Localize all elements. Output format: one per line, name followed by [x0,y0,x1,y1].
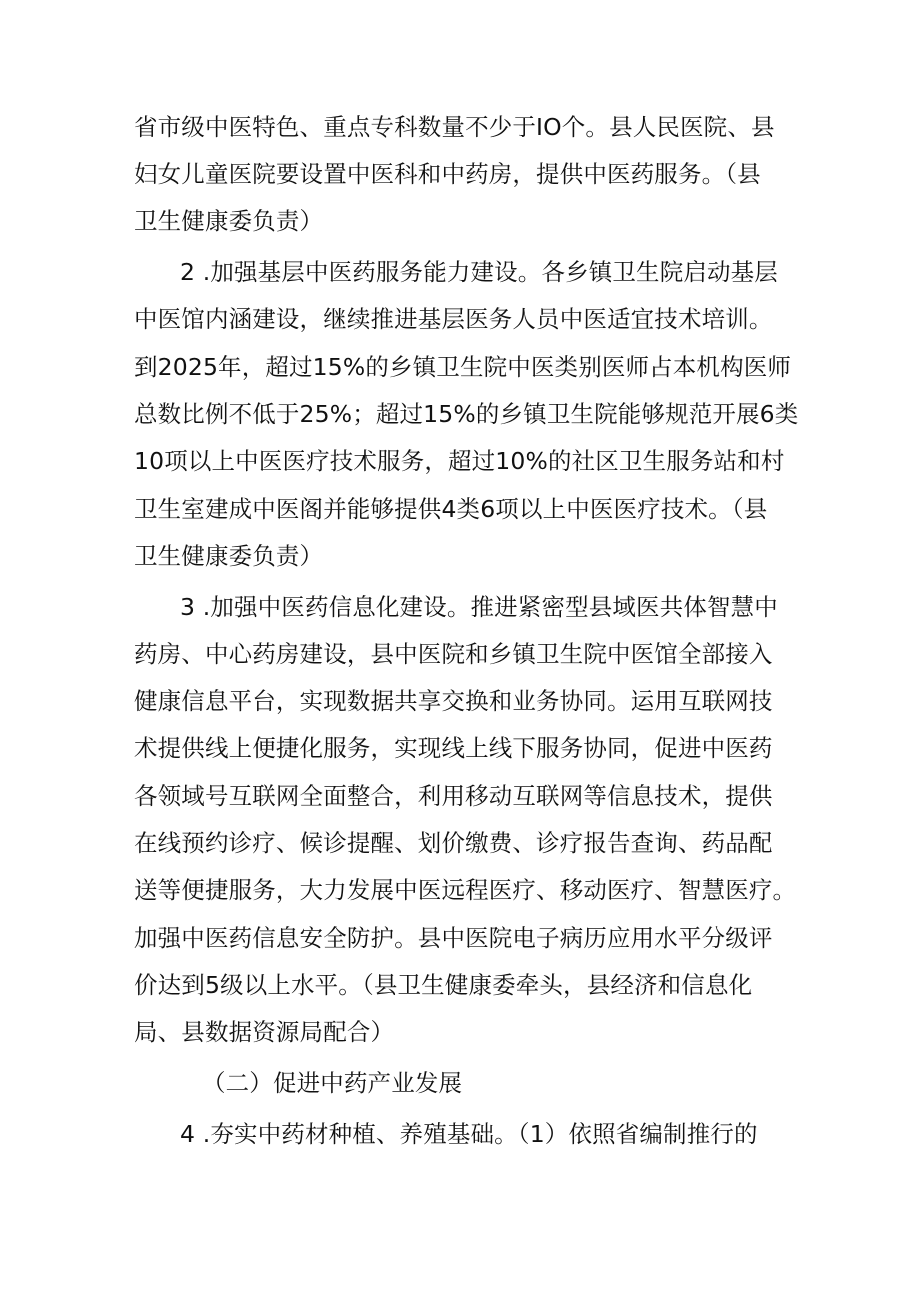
item-3-line-9: 价达到5级以上水平。（县卫生健康委牵头，县经济和信息化 [134,971,753,999]
item-2-line-2: 中医馆内涵建设，继续推进基层医务人员中医适宜技术培训。 [134,305,773,333]
item-2-line-3: 到2025年，超过15%的乡镇卫生院中医类别医师占本机构医师 [134,353,792,381]
item-2-line-6: 卫生室建成中医阁并能够提供4类6项以上中医医疗技术。（县 [134,495,768,523]
item-3-heading-line: 3 .加强中医药信息化建设。推进紧密型县域医共体智慧中 [180,593,778,621]
item-3-line-3: 健康信息平台，实现数据共享交换和业务协同。运用互联网技 [134,687,773,715]
item-3-line-10: 局、县数据资源局配合） [134,1018,395,1046]
item-3-line-5: 各领域号互联网全面整合，利用移动互联网等信息技术，提供 [134,782,773,810]
item-3-line-6: 在线预约诊疗、候诊提醒、划价缴费、诊疗报告查询、药品配 [134,829,773,857]
item-3-line-7: 送等便捷服务，大力发展中医远程医疗、移动医疗、智慧医疗。 [134,876,797,904]
item-2-heading-line: 2 .加强基层中医药服务能力建设。各乡镇卫生院启动基层 [180,258,778,286]
paragraph-1-line-1: 省市级中医特色、重点专科数量不少于IO个。县人民医院、县 [134,113,775,141]
item-2-line-5: 10项以上中医医疗技术服务，超过10%的社区卫生服务站和村 [134,447,785,475]
paragraph-1-line-3: 卫生健康委负责） [134,207,324,235]
section-heading-2: （二）促进中药产业发展 [202,1069,463,1097]
paragraph-1-line-2: 妇女儿童医院要设置中医科和中药房，提供中医药服务。（县 [134,160,761,188]
item-3-line-8: 加强中医药信息安全防护。县中医院电子病历应用水平分级评 [134,924,773,952]
item-3-line-2: 药房、中心药房建设，县中医院和乡镇卫生院中医馆全部接入 [134,640,773,668]
item-2-line-7: 卫生健康委负责） [134,542,324,570]
item-2-line-4: 总数比例不低于25%；超过15%的乡镇卫生院能够规范开展6类 [134,400,799,428]
item-3-line-4: 术提供线上便捷化服务，实现线上线下服务协同，促进中医药 [134,734,773,762]
item-4-heading-line: 4 .夯实中药材种植、养殖基础。（1）依照省编制推行的 [180,1120,758,1148]
